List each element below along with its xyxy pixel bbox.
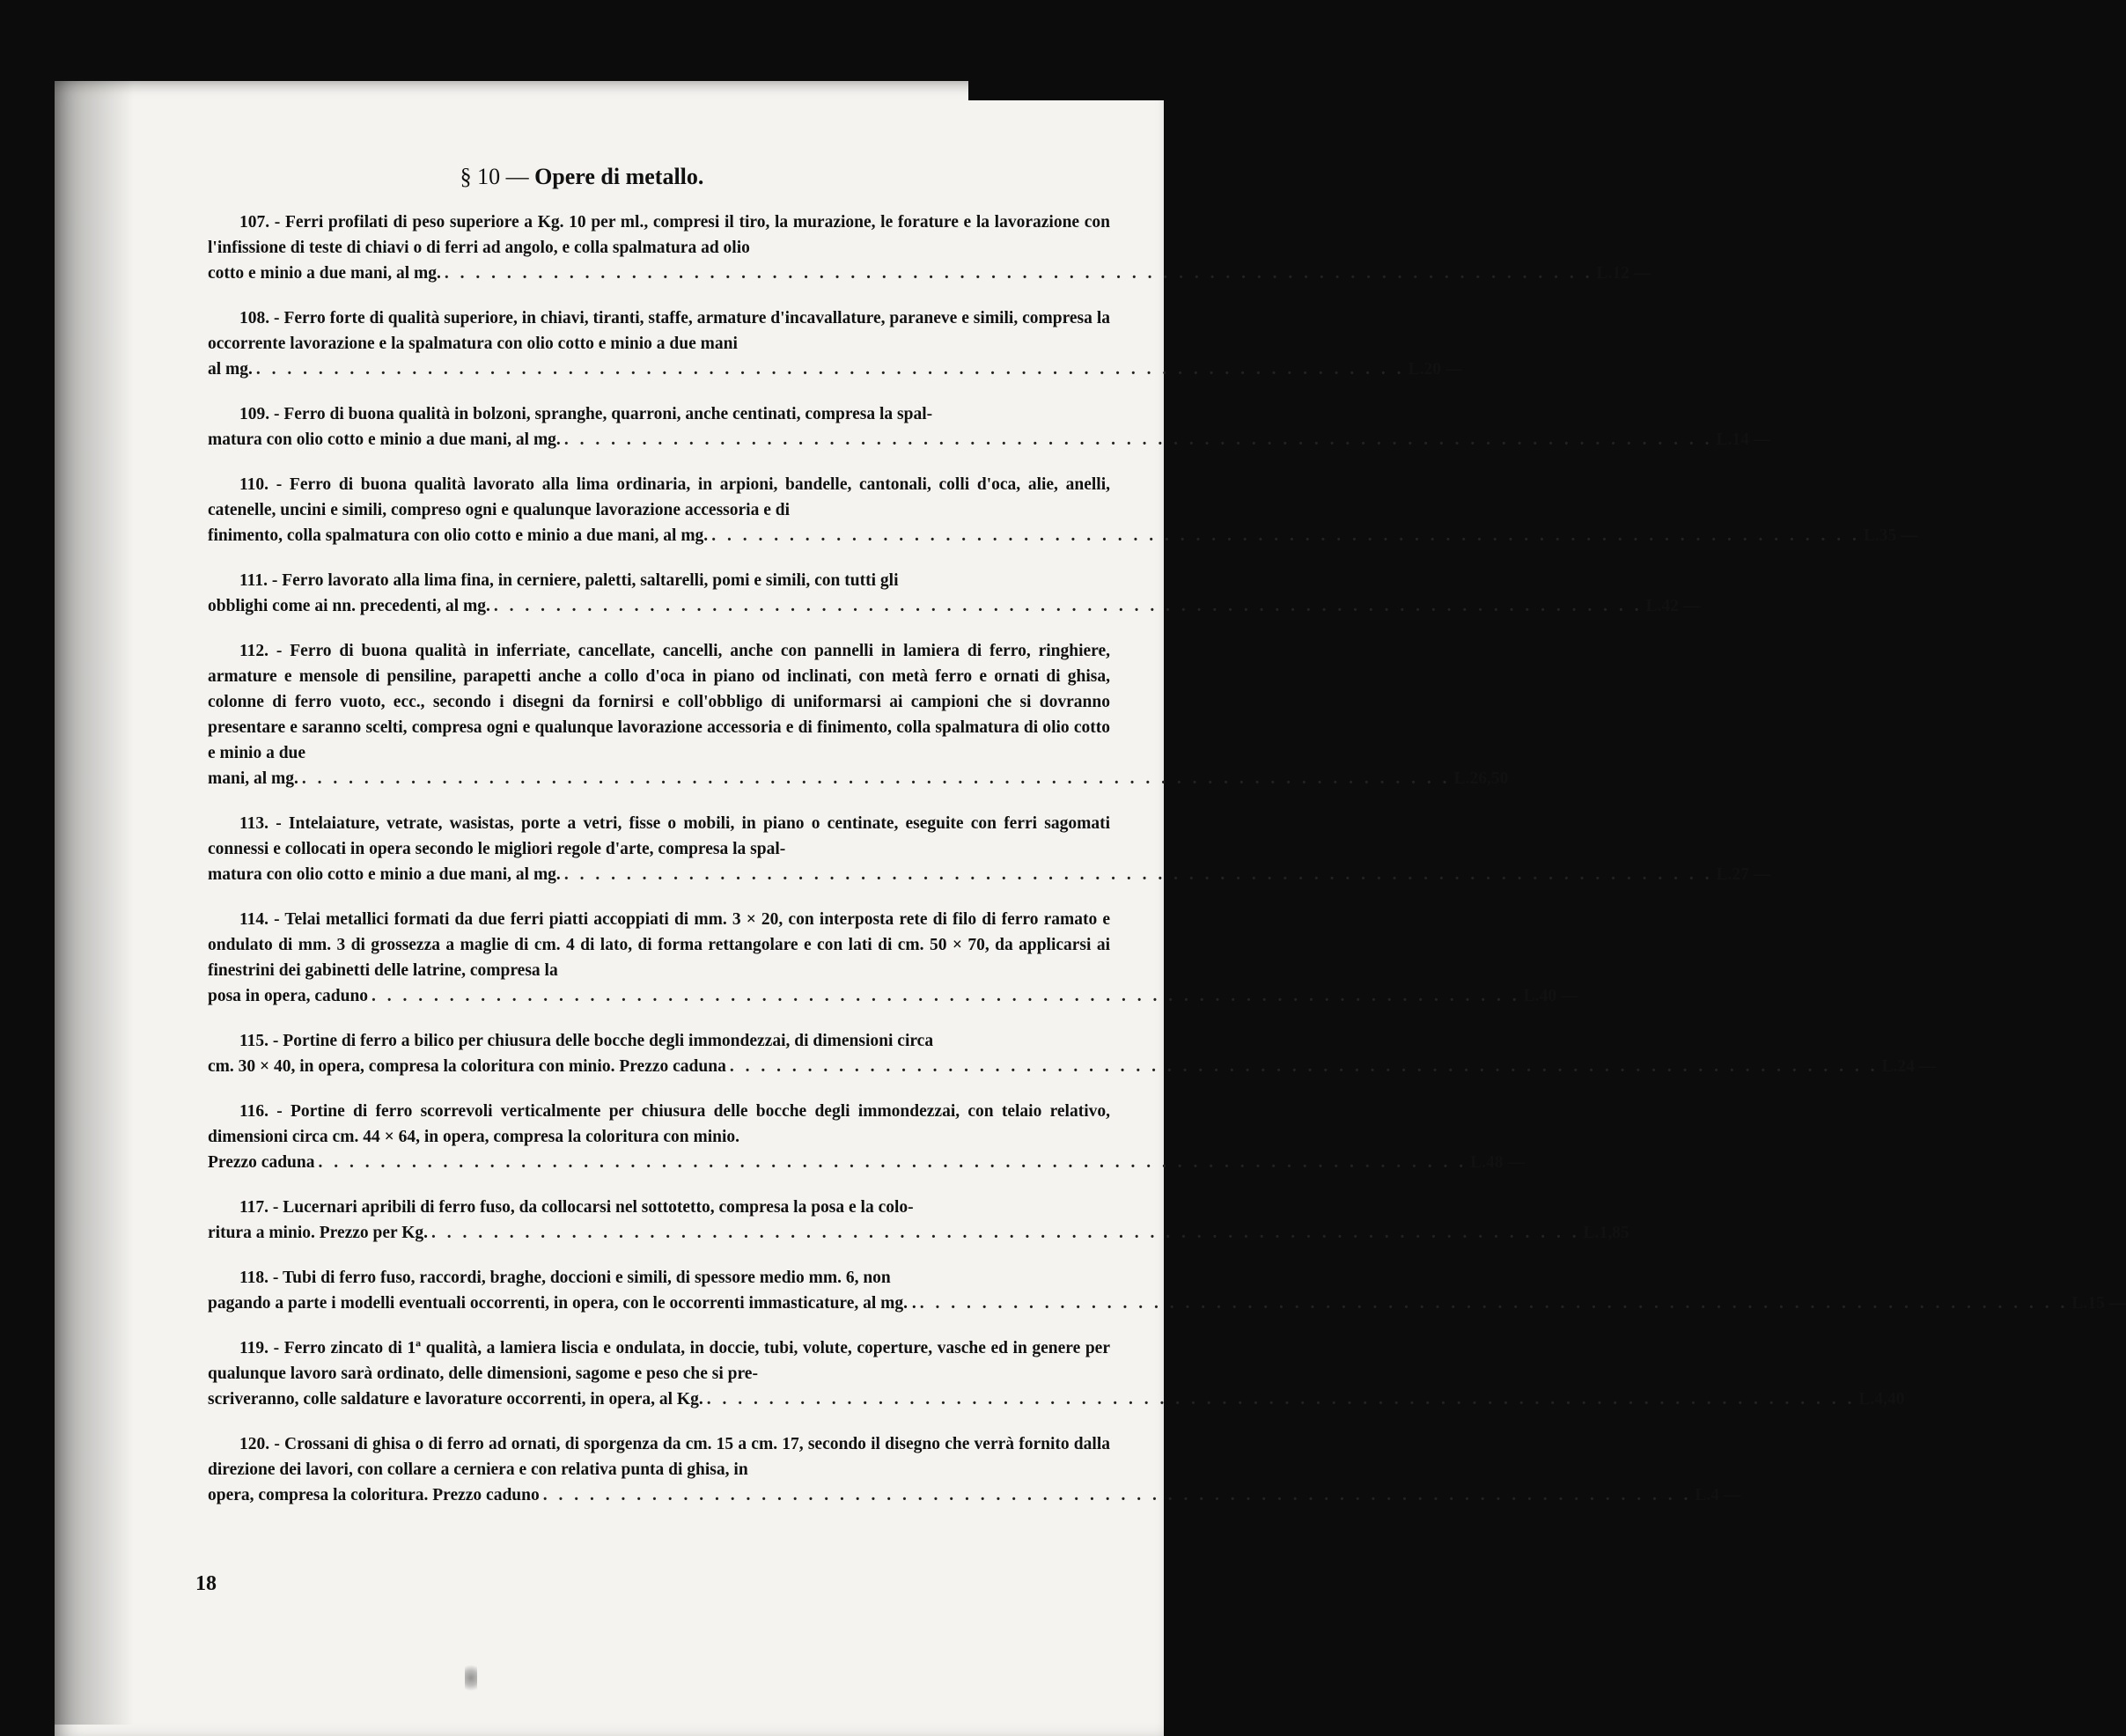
leader-dots: . . . . . . . . . . . . . . . . . . . . . . . . . . . . . . . . . . . . . . . . . . . . . . . . . . . . . . . . . . . . . . . . . . . . . . . . . .	[301, 769, 1451, 788]
currency-label: L.	[1881, 1057, 1898, 1076]
entry-price: 4 —	[1710, 1486, 1741, 1504]
entry-price: 12 —	[1612, 264, 1652, 283]
list-item	[208, 305, 1463, 382]
entry-last-line: matura con olio cotto e minio a due mani, al mg.	[208, 430, 561, 449]
entry-last-line: al mg.	[208, 360, 253, 379]
entry-text: 118. - Tubi di ferro fuso, raccordi, braghe, doccioni e simili, di spessore medio mm. 6, non	[239, 1269, 891, 1287]
leader-dots: . . . . . . . . . . . . . . . . . . . . . . . . . . . . . . . . . . . . . . . . . . . . . . . . . . . . . . . . . . . . . . . . . . . . . . . . . .	[563, 430, 1713, 449]
currency-label: L.	[1596, 264, 1613, 283]
page-number: 18	[195, 1572, 217, 1595]
currency-label: L.	[1583, 1224, 1600, 1242]
list-item	[208, 1431, 1741, 1508]
entry-price: 26,50	[1469, 769, 1509, 788]
entry-price: 24 —	[1897, 1057, 1937, 1076]
entry-price-row	[208, 1054, 1937, 1079]
entry-price: 35 —	[1879, 526, 1918, 545]
leader-dots: . . . . . . . . . . . . . . . . . . . . . . . . . . . . . . . . . . . . . . . . . . . . . . . . . . . . . . . . . . . . . . . . . . . . . . . . . .	[255, 360, 1405, 379]
entry-text: 108. - Ferro forte di qualità superiore, in chiavi, tiranti, staffe, armature d'incavallature, paraneve e simili, compresa la occorrente lavorazione e la spalmatura con olio cotto e minio a due mani	[208, 309, 1110, 353]
currency-label: L.	[1695, 1486, 1711, 1504]
currency-label: L.	[1716, 865, 1732, 884]
entry-last-line: ritura a minio. Prezzo per Kg.	[208, 1224, 429, 1242]
section-title: Opere di metallo.	[534, 164, 704, 189]
entry-text: 110. - Ferro di buona qualità lavorato alla lima ordinaria, in arpioni, bandelle, cantonali, colli d'oca, alie, anelli, catenelle, uncini e simili, compreso ogni e qualunque lavorazione accessoria e di	[208, 475, 1110, 519]
entry-text: 115. - Portine di ferro a bilico per chiusura delle bocche degli immondezzai, di dimensioni circa	[239, 1032, 934, 1050]
entry-price-row	[208, 983, 1578, 1009]
entry-text: 117. - Lucernari apribili di ferro fuso, da collocarsi nel sottotetto, compresa la posa e la colo-	[239, 1198, 914, 1217]
entry-text: 112. - Ferro di buona qualità in inferriate, cancellate, cancelli, anche con pannelli in lamiera di ferro, ringhiere, armature e mensole di pensiline, parapetti anche a collo d'oca in piano od inclinati, con metà ferro e ornati di ghisa, colonne di ferro vuoto, ecc., secondo i disegni da fornirsi e coll'obbligo di uniformarsi ai campioni che si dovranno presentare e saranno scelti, compresa ogni e qualunque lavorazione accessoria e di finimento, colla spalmatura di olio cotto e minio a due	[208, 642, 1110, 762]
entry-price: 27 —	[1732, 865, 1771, 884]
entry-last-line: Prezzo caduna	[208, 1153, 315, 1172]
list-item	[208, 907, 1578, 1009]
list-item	[208, 568, 1701, 619]
currency-label: L.	[1523, 987, 1540, 1005]
currency-label: L.	[2071, 1294, 2088, 1313]
currency-label: L.	[1470, 1153, 1487, 1172]
list-item	[208, 638, 1509, 791]
entry-last-line: posa in opera, caduno	[208, 987, 369, 1005]
entry-last-line: obblighi come ai nn. precedenti, al mg.	[208, 597, 490, 615]
currency-label: L.	[1408, 360, 1424, 379]
entry-price-row	[208, 593, 1701, 619]
entry-price-row	[208, 766, 1509, 791]
list-item	[208, 811, 1771, 887]
entry-last-line: pagando a parte i modelli eventuali occorrenti, in opera, con le occorrenti immasticature, al mg. .	[208, 1294, 916, 1313]
list-item	[208, 1335, 1905, 1412]
list-item	[208, 1195, 1629, 1246]
scan-border	[968, 77, 1164, 100]
entry-last-line: scriveranno, colle saldature e lavorature occorrenti, in opera, al Kg.	[208, 1390, 703, 1409]
entry-price-row	[208, 1220, 1629, 1246]
leader-dots: . . . . . . . . . . . . . . . . . . . . . . . . . . . . . . . . . . . . . . . . . . . . . . . . . . . . . . . . . . . . . . . . . . . . . . . . . .	[542, 1486, 1692, 1504]
entry-text: 120. - Crossani di ghisa o di ferro ad ornati, di sporgenza da cm. 15 a cm. 17, secondo il disegno che verrà fornito dalla direzione dei lavori, con collare a cerniera e con relativa punta di ghisa, in	[208, 1435, 1110, 1479]
entry-last-line: opera, compresa la coloritura. Prezzo caduno	[208, 1486, 540, 1504]
leader-dots: . . . . . . . . . . . . . . . . . . . . . . . . . . . . . . . . . . . . . . . . . . . . . . . . . . . . . . . . . . . . . . . . . . . . . . . . . .	[919, 1294, 2069, 1313]
scan-shadow	[55, 81, 134, 1725]
currency-label: L.	[1453, 769, 1470, 788]
entry-text: 116. - Portine di ferro scorrevoli verticalmente per chiusura delle bocche degli immondezzai, con telaio relativo, dimensioni circa cm. 44 × 64, in opera, compresa la coloritura con minio.	[208, 1102, 1110, 1146]
entry-last-line: cm. 30 × 40, in opera, compresa la coloritura con minio. Prezzo caduna	[208, 1057, 726, 1076]
entry-price-row	[208, 1482, 1741, 1508]
entry-price: 15 —	[2087, 1294, 2126, 1313]
price-list	[208, 210, 2126, 1527]
entry-price: 42 —	[1661, 597, 1701, 615]
entry-last-line: mani, al mg.	[208, 769, 298, 788]
entry-text: 113. - Intelaiature, vetrate, wasistas, porte a vetri, fisse o mobili, in piano o centinate, eseguite con ferri sagomati connessi e collocati in opera secondo le migliori regole d'arte, compresa la spal-	[208, 814, 1110, 858]
entry-price-row	[208, 1150, 1525, 1175]
entry-price: 1,85	[1599, 1224, 1629, 1242]
leader-dots: . . . . . . . . . . . . . . . . . . . . . . . . . . . . . . . . . . . . . . . . . . . . . . . . . . . . . . . . . . . . . . . . . . . . . . . . . .	[563, 865, 1713, 884]
entry-price-row	[208, 862, 1771, 887]
section-number: § 10 —	[460, 164, 529, 189]
leader-dots: . . . . . . . . . . . . . . . . . . . . . . . . . . . . . . . . . . . . . . . . . . . . . . . . . . . . . . . . . . . . . . . . . . . . . . . . . .	[706, 1390, 1856, 1409]
leader-dots: . . . . . . . . . . . . . . . . . . . . . . . . . . . . . . . . . . . . . . . . . . . . . . . . . . . . . . . . . . . . . . . . . . . . . . . . . .	[431, 1224, 1580, 1242]
entry-text: 107. - Ferri profilati di peso superiore a Kg. 10 per ml., compresi il tiro, la murazione, le forature e la lavorazione con l'infissione di teste di chiavi o di ferri ad angolo, e colla spalmatura ad olio	[208, 213, 1110, 257]
entry-last-line: matura con olio cotto e minio a due mani, al mg.	[208, 865, 561, 884]
entry-price-row	[208, 523, 1918, 548]
entry-price: 48 —	[1486, 1153, 1525, 1172]
list-item	[208, 1265, 2126, 1316]
entry-price-row	[208, 261, 1652, 286]
entry-last-line: cotto e minio a due mani, al mg.	[208, 264, 441, 283]
entry-price-row	[208, 357, 1463, 382]
entry-price: 4,40	[1874, 1390, 1905, 1409]
leader-dots: . . . . . . . . . . . . . . . . . . . . . . . . . . . . . . . . . . . . . . . . . . . . . . . . . . . . . . . . . . . . . . . . . . . . . . . . . .	[729, 1057, 1879, 1076]
section-heading	[0, 164, 1164, 190]
list-item	[208, 210, 1652, 286]
currency-label: L.	[1645, 597, 1662, 615]
leader-dots: . . . . . . . . . . . . . . . . . . . . . . . . . . . . . . . . . . . . . . . . . . . . . . . . . . . . . . . . . . . . . . . . . . . . . . . . . .	[493, 597, 1643, 615]
leader-dots: . . . . . . . . . . . . . . . . . . . . . . . . . . . . . . . . . . . . . . . . . . . . . . . . . . . . . . . . . . . . . . . . . . . . . . . . . .	[371, 987, 1520, 1005]
entry-text: 109. - Ferro di buona qualità in bolzoni, spranghe, quarroni, anche centinati, compresa la spal-	[239, 405, 933, 423]
entry-last-line: finimento, colla spalmatura con olio cotto e minio a due mani, al mg.	[208, 526, 709, 545]
entry-price: 40 —	[1539, 987, 1578, 1005]
entry-price: 14 —	[1732, 430, 1771, 449]
entry-price: 20 —	[1423, 360, 1463, 379]
leader-dots: . . . . . . . . . . . . . . . . . . . . . . . . . . . . . . . . . . . . . . . . . . . . . . . . . . . . . . . . . . . . . . . . . . . . . . . . . .	[711, 526, 1860, 545]
currency-label: L.	[1863, 526, 1880, 545]
currency-label: L.	[1858, 1390, 1875, 1409]
entry-price-row	[208, 1387, 1905, 1412]
entry-text: 111. - Ferro lavorato alla lima fina, in cerniere, paletti, saltarelli, pomi e simili, con tutti gli	[239, 571, 899, 590]
scan-smudge	[465, 1660, 477, 1696]
leader-dots: . . . . . . . . . . . . . . . . . . . . . . . . . . . . . . . . . . . . . . . . . . . . . . . . . . . . . . . . . . . . . . . . . . . . . . . . . .	[444, 264, 1593, 283]
list-item	[208, 401, 1771, 452]
list-item	[208, 1028, 1937, 1079]
entry-price-row	[208, 1291, 2126, 1316]
entry-text: 119. - Ferro zincato di 1ª qualità, a lamiera liscia e ondulata, in doccie, tubi, volute, coperture, vasche ed in genere per qualunque lavoro sarà ordinato, delle dimensioni, sagome e peso che si pre-	[208, 1339, 1110, 1383]
list-item	[208, 1099, 1525, 1175]
entry-text: 114. - Telai metallici formati da due ferri piatti accoppiati di mm. 3 × 20, con interposta rete di filo di ferro ramato e ondulato di mm. 3 di grossezza a maglie di cm. 4 di lato, di forma rettangolare e con lati di cm. 50 × 70, da applicarsi ai finestrini dei gabinetti delle latrine, compresa la	[208, 910, 1110, 980]
entry-price-row	[208, 427, 1771, 452]
list-item	[208, 472, 1918, 548]
leader-dots: . . . . . . . . . . . . . . . . . . . . . . . . . . . . . . . . . . . . . . . . . . . . . . . . . . . . . . . . . . . . . . . . . . . . . . . . . .	[318, 1153, 1468, 1172]
currency-label: L.	[1716, 430, 1732, 449]
